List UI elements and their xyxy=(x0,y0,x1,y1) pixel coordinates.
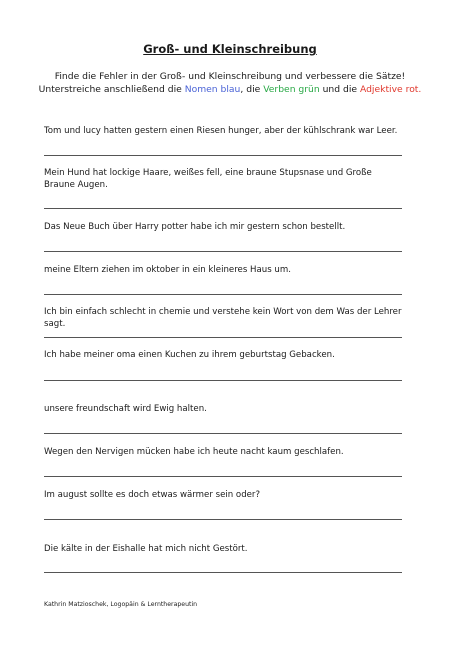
answer-line[interactable] xyxy=(44,519,402,520)
exercise-item xyxy=(44,489,404,501)
exercise-item xyxy=(44,125,404,137)
answer-line[interactable] xyxy=(44,294,402,295)
exercise-sentence: meine Eltern ziehen im oktober in ein kleineres Haus um. xyxy=(44,265,291,275)
answer-line[interactable] xyxy=(44,572,402,573)
exercise-sentence: Das Neue Buch über Harry potter habe ich mir gestern schon bestellt. xyxy=(44,222,346,232)
instruction-line-2 xyxy=(0,83,460,96)
instruction-line-1: Finde die Fehler in der Groß- und Kleinschreibung und verbessere die Sätze! xyxy=(54,71,406,82)
exercise-item xyxy=(44,306,404,330)
answer-line[interactable] xyxy=(44,155,402,156)
exercise-item xyxy=(44,349,404,361)
exercise-sentence: Die kälte in der Eishalle hat mich nicht Gestört. xyxy=(44,544,248,554)
exercise-sentence: Tom und lucy hatten gestern einen Riesen hunger, aber der kühlschrank war Leer. xyxy=(44,126,398,136)
exercise-item xyxy=(44,221,404,233)
nouns-color-label: Nomen blau xyxy=(184,84,241,95)
exercise-item xyxy=(44,403,404,415)
exercise-item xyxy=(44,264,404,276)
answer-line[interactable] xyxy=(44,251,402,252)
answer-line[interactable] xyxy=(44,380,402,381)
worksheet-title: Groß- und Kleinschreibung xyxy=(143,42,317,56)
exercise-item xyxy=(44,446,404,458)
exercise-sentence: Ich bin einfach schlecht in chemie und verstehe kein Wort von dem Was der Lehrer sagt. xyxy=(44,307,402,329)
answer-line[interactable] xyxy=(44,208,402,209)
instruction-text: Unterstreiche anschließend die xyxy=(38,84,185,95)
exercise-item xyxy=(44,167,404,191)
exercise-sentence: unsere freundschaft wird Ewig halten. xyxy=(44,404,207,414)
instruction-text: , die xyxy=(240,84,264,95)
exercise-sentence: Ich habe meiner oma einen Kuchen zu ihrem geburtstag Gebacken. xyxy=(44,350,335,360)
verbs-color-label: Verben grün xyxy=(263,84,320,95)
answer-line[interactable] xyxy=(44,476,402,477)
exercise-sentence: Im august sollte es doch etwas wärmer sein oder? xyxy=(44,490,261,500)
exercise-item xyxy=(44,543,404,555)
author-credit: Kathrin Matzioschek, Logopäin & Lerntherapeutin xyxy=(44,601,198,608)
instructions xyxy=(0,70,460,96)
adjectives-color-label: Adjektive rot. xyxy=(359,84,422,95)
exercise-sentence: Mein Hund hat lockige Haare, weißes fell, eine braune Stupsnase und Große Braune Augen. xyxy=(44,168,372,190)
instruction-text: und die xyxy=(319,84,360,95)
exercise-sentence: Wegen den Nervigen mücken habe ich heute nacht kaum geschlafen. xyxy=(44,447,344,457)
answer-line[interactable] xyxy=(44,337,402,338)
answer-line[interactable] xyxy=(44,433,402,434)
